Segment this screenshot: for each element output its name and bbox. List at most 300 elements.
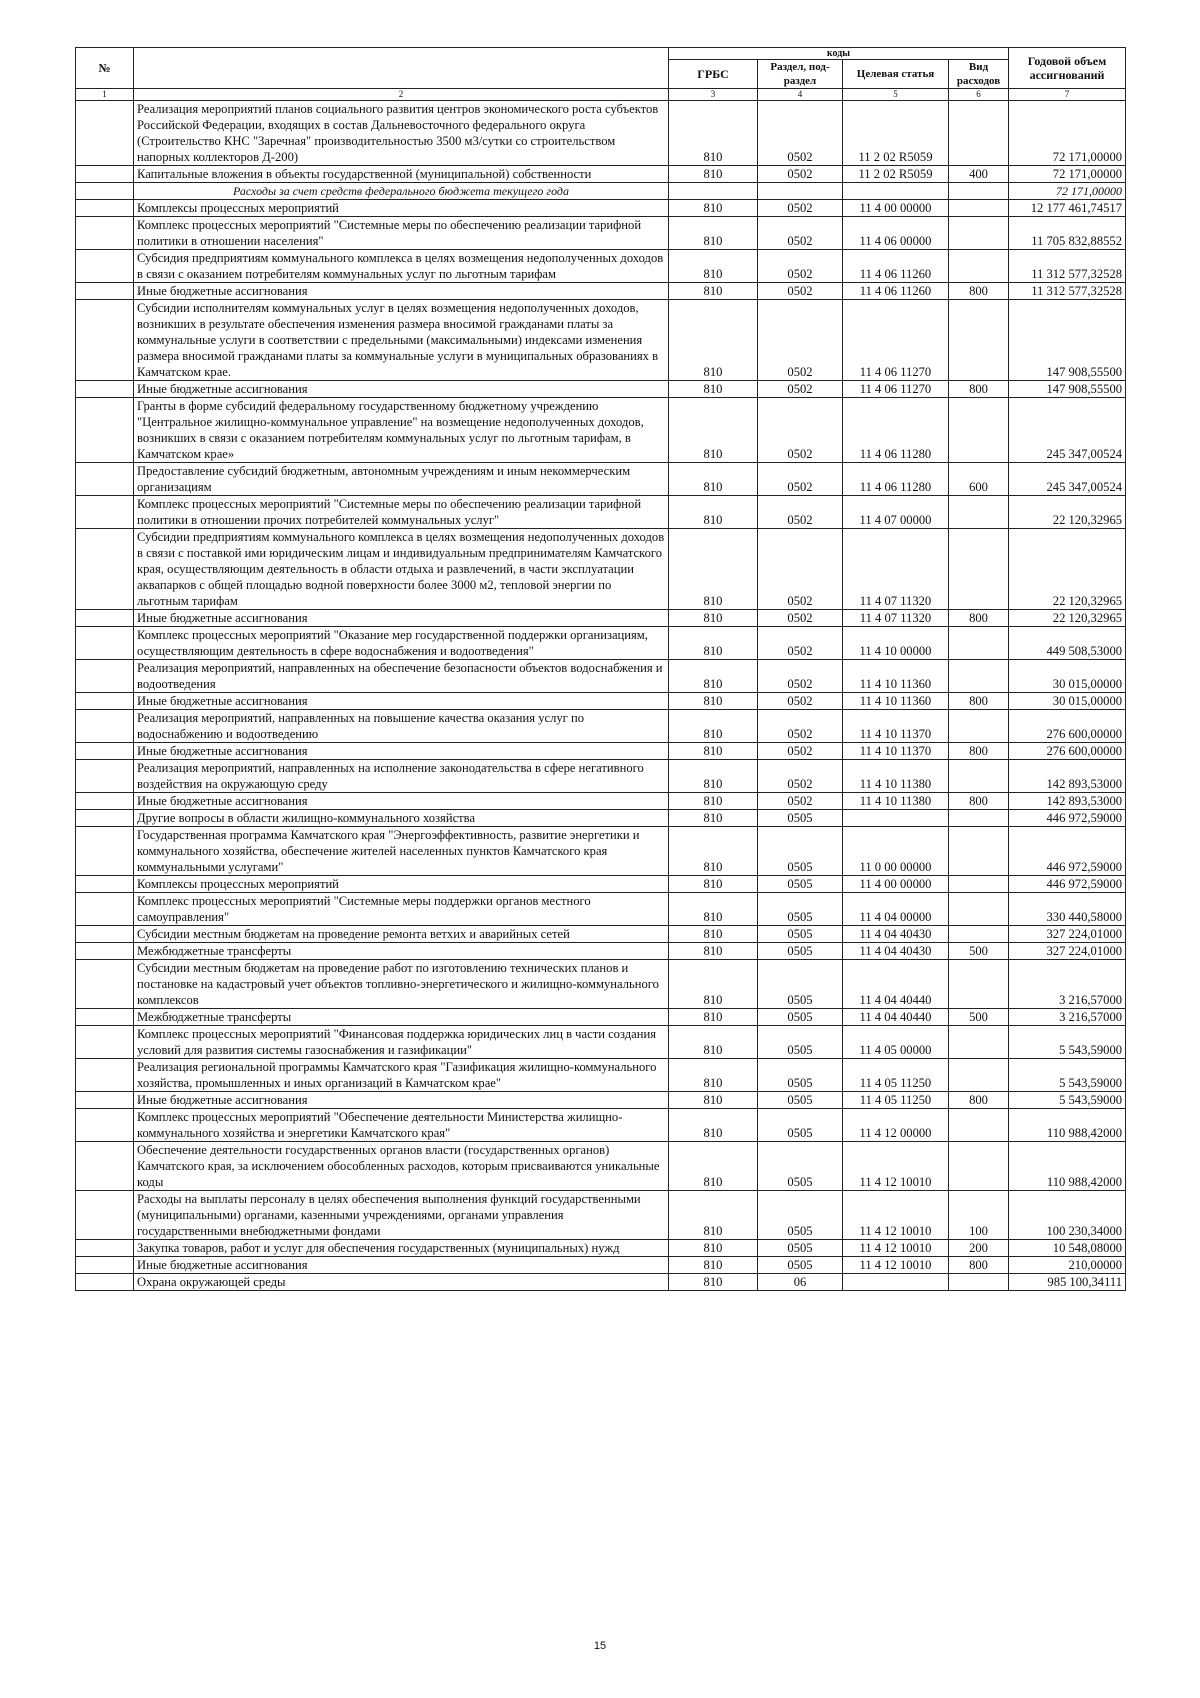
razdel-cell: 0502 xyxy=(758,610,843,627)
expense-type-cell xyxy=(949,217,1009,250)
grbs-cell: 810 xyxy=(669,660,758,693)
row-name-cell: Комплекс процессных мероприятий "Системные меры поддержки органов местного самоуправления" xyxy=(134,893,669,926)
grbs-cell: 810 xyxy=(669,1009,758,1026)
row-num-cell xyxy=(76,1009,134,1026)
amount-cell: 330 440,58000 xyxy=(1009,893,1126,926)
header-godovoy: Годовой объем ассигнований xyxy=(1009,48,1126,89)
grbs-cell: 810 xyxy=(669,166,758,183)
grbs-cell: 810 xyxy=(669,496,758,529)
amount-cell: 449 508,53000 xyxy=(1009,627,1126,660)
row-num-cell xyxy=(76,760,134,793)
target-article-cell: 11 4 10 00000 xyxy=(843,627,949,660)
expense-type-cell xyxy=(949,810,1009,827)
target-article-cell: 11 4 12 10010 xyxy=(843,1191,949,1240)
row-name-cell: Межбюджетные трансферты xyxy=(134,943,669,960)
grbs-cell: 810 xyxy=(669,610,758,627)
target-article-cell: 11 4 10 11360 xyxy=(843,693,949,710)
row-name-cell: Комплекс процессных мероприятий "Системные меры по обеспечению реализации тарифной политики в отношении прочих потребителей коммунальных услуг" xyxy=(134,496,669,529)
razdel-cell: 0502 xyxy=(758,760,843,793)
expense-type-cell xyxy=(949,1109,1009,1142)
amount-cell: 3 216,57000 xyxy=(1009,1009,1126,1026)
table-row xyxy=(76,1026,1126,1059)
table-row xyxy=(76,217,1126,250)
row-num-cell xyxy=(76,200,134,217)
grbs-cell: 810 xyxy=(669,200,758,217)
expense-type-cell: 400 xyxy=(949,166,1009,183)
amount-cell: 245 347,00524 xyxy=(1009,463,1126,496)
row-name-cell: Субсидии местным бюджетам на проведение работ по изготовлению технических планов и постановке на кадастровый учет объектов топливно-энергетического и жилищно-коммунального комплексов xyxy=(134,960,669,1009)
target-article-cell: 11 4 05 11250 xyxy=(843,1092,949,1109)
row-num-cell xyxy=(76,1274,134,1291)
amount-cell: 110 988,42000 xyxy=(1009,1109,1126,1142)
expense-type-cell: 500 xyxy=(949,943,1009,960)
row-name-cell: Субсидии местным бюджетам на проведение ремонта ветхих и аварийных сетей xyxy=(134,926,669,943)
expense-type-cell xyxy=(949,398,1009,463)
row-num-cell xyxy=(76,250,134,283)
amount-cell: 147 908,55500 xyxy=(1009,381,1126,398)
amount-cell: 30 015,00000 xyxy=(1009,693,1126,710)
row-num-cell xyxy=(76,101,134,166)
col-number: 6 xyxy=(949,89,1009,101)
razdel-cell: 0505 xyxy=(758,1191,843,1240)
target-article-cell: 11 4 12 10010 xyxy=(843,1142,949,1191)
row-name-cell: Иные бюджетные ассигнования xyxy=(134,743,669,760)
grbs-cell: 810 xyxy=(669,1026,758,1059)
target-article-cell: 11 4 06 11280 xyxy=(843,463,949,496)
amount-cell: 276 600,00000 xyxy=(1009,743,1126,760)
header-vid: Вид расходов xyxy=(949,60,1009,89)
table-row xyxy=(76,660,1126,693)
row-num-cell xyxy=(76,283,134,300)
target-article-cell: 11 4 06 00000 xyxy=(843,217,949,250)
amount-cell: 72 171,00000 xyxy=(1009,166,1126,183)
expense-type-cell: 800 xyxy=(949,283,1009,300)
row-name-cell: Расходы за счет средств федерального бюджета текущего года xyxy=(134,183,669,200)
expense-type-cell xyxy=(949,1274,1009,1291)
grbs-cell: 810 xyxy=(669,793,758,810)
expense-type-cell xyxy=(949,893,1009,926)
table-row xyxy=(76,529,1126,610)
expense-type-cell xyxy=(949,926,1009,943)
row-name-cell: Государственная программа Камчатского края "Энергоэффективность, развитие энергетики и коммунального хозяйства, обеспечение жителей населенных пунктов Камчатского края коммунальными услугами" xyxy=(134,827,669,876)
grbs-cell: 810 xyxy=(669,960,758,1009)
col-number: 3 xyxy=(669,89,758,101)
razdel-cell xyxy=(758,183,843,200)
row-num-cell xyxy=(76,529,134,610)
row-num-cell xyxy=(76,1026,134,1059)
expense-type-cell xyxy=(949,710,1009,743)
amount-cell: 985 100,34111 xyxy=(1009,1274,1126,1291)
row-name-cell: Иные бюджетные ассигнования xyxy=(134,1257,669,1274)
razdel-cell: 0502 xyxy=(758,496,843,529)
amount-cell: 276 600,00000 xyxy=(1009,710,1126,743)
amount-cell: 72 171,00000 xyxy=(1009,183,1126,200)
expense-type-cell xyxy=(949,1142,1009,1191)
expense-type-cell xyxy=(949,960,1009,1009)
table-row xyxy=(76,693,1126,710)
grbs-cell: 810 xyxy=(669,1059,758,1092)
row-num-cell xyxy=(76,166,134,183)
target-article-cell: 11 2 02 R5059 xyxy=(843,166,949,183)
amount-cell: 12 177 461,74517 xyxy=(1009,200,1126,217)
grbs-cell: 810 xyxy=(669,300,758,381)
amount-cell: 210,00000 xyxy=(1009,1257,1126,1274)
target-article-cell: 11 4 07 11320 xyxy=(843,610,949,627)
row-num-cell xyxy=(76,827,134,876)
table-row xyxy=(76,166,1126,183)
row-num-cell xyxy=(76,217,134,250)
expense-type-cell xyxy=(949,529,1009,610)
razdel-cell: 0502 xyxy=(758,381,843,398)
target-article-cell: 11 4 04 40440 xyxy=(843,1009,949,1026)
target-article-cell: 11 4 06 11270 xyxy=(843,300,949,381)
table-row xyxy=(76,960,1126,1009)
expense-type-cell xyxy=(949,1059,1009,1092)
expense-type-cell xyxy=(949,627,1009,660)
table-row xyxy=(76,943,1126,960)
razdel-cell: 0505 xyxy=(758,926,843,943)
row-name-cell: Субсидии исполнителям коммунальных услуг в целях возмещения недополученных доходов, возникших в результате обеспечения изменения размера вносимой гражданами платы за коммунальные услуги в соответствии с предельными (максимальными) индексами изменения размера вносимой гражданами платы за коммунальные услуги в муниципальных образованиях в Камчатском крае. xyxy=(134,300,669,381)
table-row xyxy=(76,627,1126,660)
table-row xyxy=(76,250,1126,283)
razdel-cell: 0502 xyxy=(758,743,843,760)
row-name-cell: Реализация мероприятий планов социального развития центров экономического роста субъектов Российской Федерации, входящих в состав Дальневосточного федерального округа (Строительство КНС "Заречная" производительностью 3500 м3/сутки со строительством напорных коллекторов Д-200) xyxy=(134,101,669,166)
amount-cell: 11 312 577,32528 xyxy=(1009,283,1126,300)
row-name-cell: Расходы на выплаты персоналу в целях обеспечения выполнения функций государственными (муниципальными) органами, казенными учреждениями, органами управления государственными внебюджетными фондами xyxy=(134,1191,669,1240)
expense-type-cell: 800 xyxy=(949,381,1009,398)
row-num-cell xyxy=(76,300,134,381)
grbs-cell: 810 xyxy=(669,1191,758,1240)
grbs-cell: 810 xyxy=(669,876,758,893)
col-number: 2 xyxy=(134,89,669,101)
table-row xyxy=(76,1142,1126,1191)
grbs-cell: 810 xyxy=(669,1109,758,1142)
razdel-cell: 0505 xyxy=(758,1257,843,1274)
expense-type-cell xyxy=(949,300,1009,381)
table-row xyxy=(76,283,1126,300)
row-name-cell: Обеспечение деятельности государственных органов власти (государственных органов) Камчатского края, за исключением обособленных расходов, которым присваиваются уникальные коды xyxy=(134,1142,669,1191)
amount-cell: 5 543,59000 xyxy=(1009,1026,1126,1059)
target-article-cell: 11 4 04 00000 xyxy=(843,893,949,926)
table-row xyxy=(76,1240,1126,1257)
razdel-cell: 0502 xyxy=(758,217,843,250)
row-name-cell: Иные бюджетные ассигнования xyxy=(134,283,669,300)
target-article-cell: 11 4 06 11270 xyxy=(843,381,949,398)
row-name-cell: Иные бюджетные ассигнования xyxy=(134,793,669,810)
row-name-cell: Иные бюджетные ассигнования xyxy=(134,381,669,398)
amount-cell: 11 312 577,32528 xyxy=(1009,250,1126,283)
col-number: 1 xyxy=(76,89,134,101)
amount-cell: 327 224,01000 xyxy=(1009,926,1126,943)
row-name-cell: Комплекс процессных мероприятий "Финансовая поддержка юридических лиц в части создания условий для развития системы газоснабжения и газификации" xyxy=(134,1026,669,1059)
target-article-cell: 11 0 00 00000 xyxy=(843,827,949,876)
expense-type-cell xyxy=(949,200,1009,217)
razdel-cell: 0505 xyxy=(758,893,843,926)
expense-type-cell: 800 xyxy=(949,610,1009,627)
target-article-cell: 11 4 00 00000 xyxy=(843,876,949,893)
razdel-cell: 0505 xyxy=(758,1026,843,1059)
razdel-cell: 0502 xyxy=(758,529,843,610)
razdel-cell: 0505 xyxy=(758,1142,843,1191)
amount-cell: 446 972,59000 xyxy=(1009,810,1126,827)
row-num-cell xyxy=(76,1240,134,1257)
header-codes: коды xyxy=(669,48,1009,60)
grbs-cell: 810 xyxy=(669,398,758,463)
target-article-cell: 11 4 04 40440 xyxy=(843,960,949,1009)
row-num-cell xyxy=(76,381,134,398)
table-row xyxy=(76,1109,1126,1142)
col-number: 5 xyxy=(843,89,949,101)
table-row xyxy=(76,200,1126,217)
target-article-cell: 11 4 06 11280 xyxy=(843,398,949,463)
col-number: 4 xyxy=(758,89,843,101)
amount-cell: 22 120,32965 xyxy=(1009,496,1126,529)
razdel-cell: 0505 xyxy=(758,827,843,876)
table-row xyxy=(76,1191,1126,1240)
row-name-cell: Комплекс процессных мероприятий "Системные меры по обеспечению реализации тарифной политики в отношении населения" xyxy=(134,217,669,250)
row-name-cell: Капитальные вложения в объекты государственной (муниципальной) собственности xyxy=(134,166,669,183)
row-num-cell xyxy=(76,810,134,827)
grbs-cell: 810 xyxy=(669,760,758,793)
table-row xyxy=(76,610,1126,627)
razdel-cell: 0502 xyxy=(758,200,843,217)
razdel-cell: 0502 xyxy=(758,693,843,710)
table-row xyxy=(76,743,1126,760)
target-article-cell: 11 2 02 R5059 xyxy=(843,101,949,166)
target-article-cell: 11 4 04 40430 xyxy=(843,943,949,960)
row-name-cell: Иные бюджетные ассигнования xyxy=(134,1092,669,1109)
grbs-cell: 810 xyxy=(669,710,758,743)
grbs-cell: 810 xyxy=(669,101,758,166)
table-row xyxy=(76,1092,1126,1109)
expense-type-cell xyxy=(949,660,1009,693)
amount-cell: 72 171,00000 xyxy=(1009,101,1126,166)
grbs-cell: 810 xyxy=(669,893,758,926)
row-num-cell xyxy=(76,627,134,660)
grbs-cell: 810 xyxy=(669,627,758,660)
row-name-cell: Субсидия предприятиям коммунального комплекса в целях возмещения недополученных доходов в связи с оказанием потребителям коммунальных услуг по льготным тарифам xyxy=(134,250,669,283)
grbs-cell: 810 xyxy=(669,743,758,760)
razdel-cell: 0505 xyxy=(758,960,843,1009)
target-article-cell: 11 4 12 10010 xyxy=(843,1240,949,1257)
table-row xyxy=(76,893,1126,926)
table-row xyxy=(76,1059,1126,1092)
grbs-cell: 810 xyxy=(669,217,758,250)
grbs-cell: 810 xyxy=(669,943,758,960)
razdel-cell: 0502 xyxy=(758,250,843,283)
row-num-cell xyxy=(76,926,134,943)
razdel-cell: 0505 xyxy=(758,1009,843,1026)
target-article-cell: 11 4 05 11250 xyxy=(843,1059,949,1092)
table-row xyxy=(76,810,1126,827)
razdel-cell: 0505 xyxy=(758,1092,843,1109)
target-article-cell xyxy=(843,183,949,200)
row-name-cell: Межбюджетные трансферты xyxy=(134,1009,669,1026)
row-name-cell: Субсидии предприятиям коммунального комплекса в целях возмещения недополученных доходов в связи с поставкой ими юридическим лицам и индивидуальным предпринимателям Камчатского края, осуществляющим деятельность в области отдыха и развлечений, в части эксплуатации аквапарков с общей площадью водной поверхности более 3000 м2, тепловой энергии по льготным тарифам xyxy=(134,529,669,610)
grbs-cell: 810 xyxy=(669,463,758,496)
row-name-cell: Реализация мероприятий, направленных на обеспечение безопасности объектов водоснабжения и водоотведения xyxy=(134,660,669,693)
grbs-cell: 810 xyxy=(669,693,758,710)
row-name-cell: Закупка товаров, работ и услуг для обеспечения государственных (муниципальных) нужд xyxy=(134,1240,669,1257)
expense-type-cell: 800 xyxy=(949,693,1009,710)
target-article-cell: 11 4 10 11360 xyxy=(843,660,949,693)
table-row xyxy=(76,183,1126,200)
col-number: 7 xyxy=(1009,89,1126,101)
amount-cell: 100 230,34000 xyxy=(1009,1191,1126,1240)
header-num: № xyxy=(76,48,134,89)
amount-cell: 245 347,00524 xyxy=(1009,398,1126,463)
table-row xyxy=(76,1257,1126,1274)
row-name-cell: Комплексы процессных мероприятий xyxy=(134,876,669,893)
header-razdel: Раздел, под-раздел xyxy=(758,60,843,89)
expense-type-cell: 800 xyxy=(949,793,1009,810)
target-article-cell: 11 4 07 00000 xyxy=(843,496,949,529)
row-name-cell: Реализация мероприятий, направленных на повышение качества оказания услуг по водоснабжению и водоотведению xyxy=(134,710,669,743)
expense-type-cell xyxy=(949,760,1009,793)
target-article-cell: 11 4 10 11370 xyxy=(843,743,949,760)
row-name-cell: Иные бюджетные ассигнования xyxy=(134,693,669,710)
grbs-cell: 810 xyxy=(669,250,758,283)
expense-type-cell: 600 xyxy=(949,463,1009,496)
grbs-cell: 810 xyxy=(669,810,758,827)
razdel-cell: 0505 xyxy=(758,1240,843,1257)
target-article-cell: 11 4 10 11380 xyxy=(843,793,949,810)
razdel-cell: 0502 xyxy=(758,398,843,463)
expense-type-cell: 800 xyxy=(949,1257,1009,1274)
amount-cell: 22 120,32965 xyxy=(1009,529,1126,610)
table-row xyxy=(76,496,1126,529)
expense-type-cell xyxy=(949,496,1009,529)
target-article-cell: 11 4 12 10010 xyxy=(843,1257,949,1274)
amount-cell: 142 893,53000 xyxy=(1009,793,1126,810)
target-article-cell xyxy=(843,1274,949,1291)
grbs-cell: 810 xyxy=(669,1092,758,1109)
row-name-cell: Реализация региональной программы Камчатского края "Газификация жилищно-коммунального хозяйства, промышленных и иных организаций в Камчатском крае" xyxy=(134,1059,669,1092)
row-name-cell: Комплексы процессных мероприятий xyxy=(134,200,669,217)
amount-cell: 446 972,59000 xyxy=(1009,827,1126,876)
row-num-cell xyxy=(76,1092,134,1109)
amount-cell: 10 548,08000 xyxy=(1009,1240,1126,1257)
expense-type-cell xyxy=(949,250,1009,283)
column-number-row xyxy=(76,89,1126,101)
page-number: 15 xyxy=(593,1640,607,1652)
amount-cell: 142 893,53000 xyxy=(1009,760,1126,793)
row-num-cell xyxy=(76,1059,134,1092)
row-num-cell xyxy=(76,793,134,810)
row-num-cell xyxy=(76,1257,134,1274)
table-row xyxy=(76,101,1126,166)
table-row xyxy=(76,398,1126,463)
razdel-cell: 0502 xyxy=(758,710,843,743)
table-row xyxy=(76,1274,1126,1291)
target-article-cell: 11 4 10 11370 xyxy=(843,710,949,743)
row-num-cell xyxy=(76,398,134,463)
row-name-cell: Другие вопросы в области жилищно-коммунального хозяйства xyxy=(134,810,669,827)
amount-cell: 5 543,59000 xyxy=(1009,1092,1126,1109)
razdel-cell: 0502 xyxy=(758,660,843,693)
expense-type-cell: 800 xyxy=(949,1092,1009,1109)
razdel-cell: 0505 xyxy=(758,876,843,893)
row-num-cell xyxy=(76,183,134,200)
target-article-cell: 11 4 06 11260 xyxy=(843,283,949,300)
row-num-cell xyxy=(76,943,134,960)
budget-table xyxy=(75,47,1126,1291)
grbs-cell: 810 xyxy=(669,381,758,398)
row-num-cell xyxy=(76,463,134,496)
row-num-cell xyxy=(76,660,134,693)
row-num-cell xyxy=(76,1142,134,1191)
row-name-cell: Предоставление субсидий бюджетным, автономным учреждениям и иным некоммерческим организациям xyxy=(134,463,669,496)
amount-cell: 147 908,55500 xyxy=(1009,300,1126,381)
razdel-cell: 0502 xyxy=(758,101,843,166)
header-grbs: ГРБС xyxy=(669,60,758,89)
expense-type-cell xyxy=(949,876,1009,893)
row-name-cell: Комплекс процессных мероприятий "Оказание мер государственной поддержки организациям, осуществляющим деятельность в сфере водоснабжения и водоотведения" xyxy=(134,627,669,660)
row-name-cell: Охрана окружающей среды xyxy=(134,1274,669,1291)
expense-type-cell xyxy=(949,183,1009,200)
grbs-cell: 810 xyxy=(669,1142,758,1191)
amount-cell: 327 224,01000 xyxy=(1009,943,1126,960)
razdel-cell: 0502 xyxy=(758,283,843,300)
table-row xyxy=(76,793,1126,810)
budget-table-body xyxy=(76,101,1126,1291)
target-article-cell: 11 4 06 11260 xyxy=(843,250,949,283)
razdel-cell: 0502 xyxy=(758,627,843,660)
razdel-cell: 0505 xyxy=(758,810,843,827)
razdel-cell: 0502 xyxy=(758,463,843,496)
budget-table-sheet xyxy=(75,47,1125,1291)
grbs-cell: 810 xyxy=(669,1257,758,1274)
row-num-cell xyxy=(76,893,134,926)
table-row xyxy=(76,1009,1126,1026)
table-row xyxy=(76,381,1126,398)
table-row xyxy=(76,876,1126,893)
row-num-cell xyxy=(76,1109,134,1142)
grbs-cell: 810 xyxy=(669,529,758,610)
row-num-cell xyxy=(76,960,134,1009)
grbs-cell: 810 xyxy=(669,1240,758,1257)
expense-type-cell: 200 xyxy=(949,1240,1009,1257)
razdel-cell: 0505 xyxy=(758,943,843,960)
header-tselevaya: Целевая статья xyxy=(843,60,949,89)
grbs-cell: 810 xyxy=(669,1274,758,1291)
expense-type-cell: 500 xyxy=(949,1009,1009,1026)
row-num-cell xyxy=(76,693,134,710)
table-row xyxy=(76,827,1126,876)
amount-cell: 110 988,42000 xyxy=(1009,1142,1126,1191)
amount-cell: 446 972,59000 xyxy=(1009,876,1126,893)
razdel-cell: 0502 xyxy=(758,793,843,810)
row-num-cell xyxy=(76,710,134,743)
amount-cell: 30 015,00000 xyxy=(1009,660,1126,693)
expense-type-cell: 800 xyxy=(949,743,1009,760)
target-article-cell: 11 4 10 11380 xyxy=(843,760,949,793)
razdel-cell: 0505 xyxy=(758,1109,843,1142)
header-name-blank xyxy=(134,48,669,89)
target-article-cell: 11 4 05 00000 xyxy=(843,1026,949,1059)
expense-type-cell: 100 xyxy=(949,1191,1009,1240)
expense-type-cell xyxy=(949,827,1009,876)
row-name-cell: Иные бюджетные ассигнования xyxy=(134,610,669,627)
target-article-cell: 11 4 04 40430 xyxy=(843,926,949,943)
amount-cell: 3 216,57000 xyxy=(1009,960,1126,1009)
table-row xyxy=(76,760,1126,793)
grbs-cell: 810 xyxy=(669,926,758,943)
row-num-cell xyxy=(76,743,134,760)
row-name-cell: Реализация мероприятий, направленных на исполнение законодательства в сфере негативного воздействия на окружающую среду xyxy=(134,760,669,793)
expense-type-cell xyxy=(949,101,1009,166)
razdel-cell: 0505 xyxy=(758,1059,843,1092)
